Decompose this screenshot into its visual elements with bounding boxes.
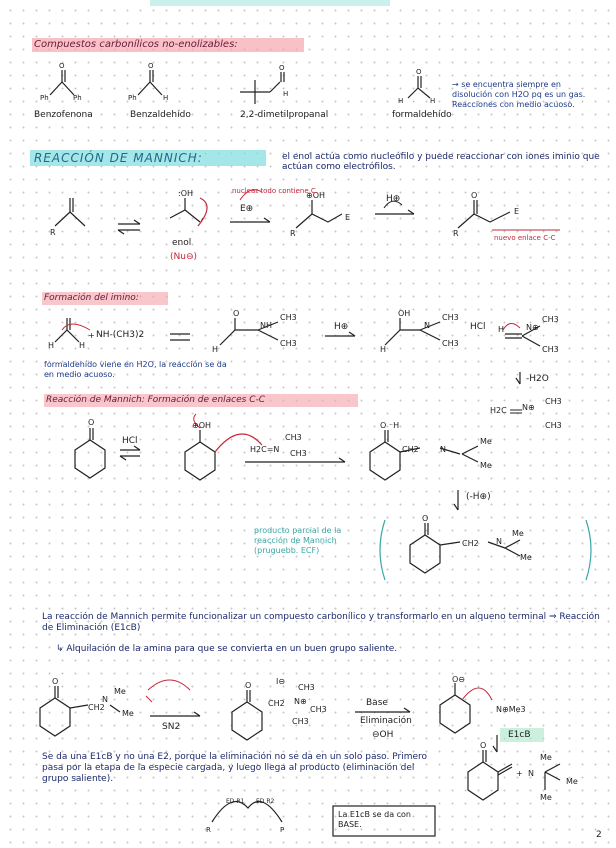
svg-text:Ph: Ph bbox=[73, 94, 82, 102]
section4-title: Reacción de Mannich: Formación de enlaces C-C bbox=[46, 395, 266, 405]
svg-text:⊕OH: ⊕OH bbox=[192, 421, 212, 430]
section2-title: REACCIÓN DE MANNICH: bbox=[34, 151, 203, 165]
mannich-paragraph: La reacción de Mannich permite funcionalizar un compuesto carbonílico y transformarlo en un alqueno terminal ⇒ Reacción de Eliminación (E1cB) bbox=[42, 612, 600, 633]
mannich-description: el enol actúa como nucleófilo y puede reaccionar con iones iminio que actúan como electrófilos. bbox=[282, 152, 600, 172]
e1cb-explanation: Se da una E1cB y no una E2, porque la eliminación no se da en un solo paso. Primero pasa por la etapa de la especie cargada, y luego llega al producto (eliminación del grupo saliente). bbox=[42, 752, 428, 784]
svg-text:H: H bbox=[430, 97, 436, 105]
base-label: Base bbox=[366, 698, 388, 708]
svg-text:CH3: CH3 bbox=[298, 683, 315, 692]
hydroxide-label: ⊖OH bbox=[372, 730, 394, 740]
svg-text:CH2: CH2 bbox=[88, 703, 105, 712]
svg-text:CH3: CH3 bbox=[292, 717, 309, 726]
svg-text:H: H bbox=[163, 94, 169, 102]
enol-label: enol bbox=[172, 238, 192, 248]
svg-text:O: O bbox=[471, 191, 478, 200]
svg-text:O ⁻H: O ⁻H bbox=[380, 421, 400, 430]
svg-text:NH: NH bbox=[260, 321, 272, 330]
svg-text:O⊖: O⊖ bbox=[452, 675, 465, 684]
nu-label: (Nu⊖) bbox=[170, 252, 197, 262]
svg-text:CH3: CH3 bbox=[290, 449, 307, 458]
product-note: producto parcial de la reacción de Mannich (pruguebb. ECF) bbox=[254, 526, 342, 555]
svg-text:CH3: CH3 bbox=[545, 397, 562, 406]
svg-text:Ph: Ph bbox=[40, 94, 49, 102]
formaldehyde-water-note: formaldehído viene en H2O, la reacción se da en medio acuoso. bbox=[44, 360, 227, 379]
svg-text:N: N bbox=[424, 321, 430, 330]
e1cb-tag: E1cB bbox=[508, 730, 531, 740]
svg-text:+: + bbox=[88, 331, 95, 340]
svg-text:O: O bbox=[245, 681, 252, 690]
svg-text:Me: Me bbox=[480, 437, 492, 446]
svg-text:CH3: CH3 bbox=[542, 345, 559, 354]
svg-text:CH3: CH3 bbox=[442, 313, 459, 322]
ed2-label: ED R2 bbox=[256, 798, 275, 805]
svg-text:Me: Me bbox=[566, 777, 578, 786]
svg-text:O: O bbox=[480, 741, 487, 750]
svg-text:H: H bbox=[380, 345, 387, 354]
svg-text:N: N bbox=[440, 445, 446, 454]
page-number: 2 bbox=[596, 830, 602, 840]
svg-text:H: H bbox=[212, 345, 219, 354]
e-plus-label: E⊕ bbox=[240, 204, 254, 214]
imine-h-plus: H⊕ bbox=[334, 322, 349, 332]
svg-text:R: R bbox=[453, 229, 459, 238]
svg-text:R: R bbox=[50, 228, 56, 237]
svg-text:N⊕: N⊕ bbox=[522, 403, 535, 412]
svg-text:CH3: CH3 bbox=[280, 339, 297, 348]
svg-text:N⊕: N⊕ bbox=[526, 323, 539, 332]
svg-text:N: N bbox=[496, 537, 502, 546]
svg-text:OH: OH bbox=[398, 309, 411, 318]
water-loss-label: -H2O bbox=[526, 374, 549, 384]
svg-text:CH2: CH2 bbox=[268, 699, 285, 708]
svg-text:CH3: CH3 bbox=[285, 433, 302, 442]
svg-text:H: H bbox=[398, 97, 404, 105]
formaldehyde-note: → se encuentra siempre en disolución con H2O pq es un gas. Reacciones con medio acuoso. bbox=[452, 80, 586, 109]
svg-text:Me: Me bbox=[480, 461, 492, 470]
mannich-hcl: HCl bbox=[122, 436, 138, 446]
ed1-label: ED R1 bbox=[226, 798, 245, 805]
svg-text:CH3: CH3 bbox=[280, 313, 297, 322]
deprotonation-label: (-H⊕) bbox=[466, 492, 491, 502]
svg-text:CH2: CH2 bbox=[402, 445, 419, 454]
svg-text:H: H bbox=[283, 90, 289, 98]
svg-text:⊕OH: ⊕OH bbox=[306, 191, 326, 200]
alkylation-paragraph: ↳ Alquilación de la amina para que se convierta en un buen grupo saliente. bbox=[56, 644, 398, 654]
svg-text:CH2: CH2 bbox=[462, 539, 479, 548]
svg-text:N⊕Me3: N⊕Me3 bbox=[496, 705, 526, 714]
svg-text:O: O bbox=[148, 62, 154, 70]
svg-text:O: O bbox=[59, 62, 65, 70]
svg-text:Me: Me bbox=[122, 709, 134, 718]
new-bond-label: nuevo enlace C-C bbox=[494, 234, 556, 242]
compound-label-4: formaldehído bbox=[392, 110, 452, 120]
section1-title: Compuestos carbonílicos no-enolizables: bbox=[34, 39, 238, 50]
elimination-label: Eliminación bbox=[360, 716, 412, 726]
svg-text:E: E bbox=[345, 213, 351, 222]
svg-text:O: O bbox=[416, 68, 422, 76]
svg-text:H: H bbox=[79, 341, 86, 350]
svg-text:CH3: CH3 bbox=[442, 339, 459, 348]
sn2-label: SN2 bbox=[162, 722, 181, 732]
svg-text:Me: Me bbox=[540, 793, 552, 802]
svg-text:CH3: CH3 bbox=[545, 421, 562, 430]
svg-text:CH3: CH3 bbox=[542, 315, 559, 324]
svg-text:+: + bbox=[516, 769, 523, 778]
svg-text:N: N bbox=[102, 695, 108, 704]
h-plus-label: H⊕ bbox=[386, 194, 401, 204]
svg-text:P: P bbox=[280, 826, 285, 834]
svg-text:O: O bbox=[422, 514, 429, 523]
svg-text:Me: Me bbox=[540, 753, 552, 762]
svg-text:H2C: H2C bbox=[490, 406, 507, 415]
svg-text:E: E bbox=[514, 207, 520, 216]
amine-reagent: NH-(CH3)2 bbox=[96, 330, 145, 340]
imine-hcl: HCl bbox=[470, 322, 486, 332]
section3-title: Formación del imino: bbox=[44, 293, 139, 303]
arrow-note: nuclear todo contiene C. bbox=[232, 187, 318, 195]
svg-text:O: O bbox=[52, 677, 59, 686]
svg-text::OH: :OH bbox=[178, 189, 194, 198]
svg-text:Me: Me bbox=[512, 529, 524, 538]
svg-text:Me: Me bbox=[114, 687, 126, 696]
svg-text:Me: Me bbox=[520, 553, 532, 562]
svg-text:I⊖: I⊖ bbox=[276, 677, 286, 686]
compound-label-3: 2,2-dimetilpropanal bbox=[240, 110, 329, 120]
svg-text:R: R bbox=[206, 826, 211, 834]
svg-text:O: O bbox=[233, 309, 240, 318]
svg-text:O: O bbox=[88, 418, 95, 427]
svg-text:O: O bbox=[279, 64, 285, 72]
compound-label-2: Benzaldehído bbox=[130, 110, 191, 120]
e1cb-box-note: La E1cB se da con BASE. bbox=[338, 810, 411, 829]
svg-text:H: H bbox=[48, 341, 55, 350]
svg-text:CH3: CH3 bbox=[310, 705, 327, 714]
svg-text:N: N bbox=[528, 769, 534, 778]
svg-text:H2C=N: H2C=N bbox=[250, 445, 280, 454]
svg-text:N⊕: N⊕ bbox=[294, 697, 307, 706]
compound-label-1: Benzofenona bbox=[34, 110, 93, 120]
svg-text:R: R bbox=[290, 229, 296, 238]
svg-text:H: H bbox=[498, 325, 505, 334]
svg-text:Ph: Ph bbox=[128, 94, 137, 102]
